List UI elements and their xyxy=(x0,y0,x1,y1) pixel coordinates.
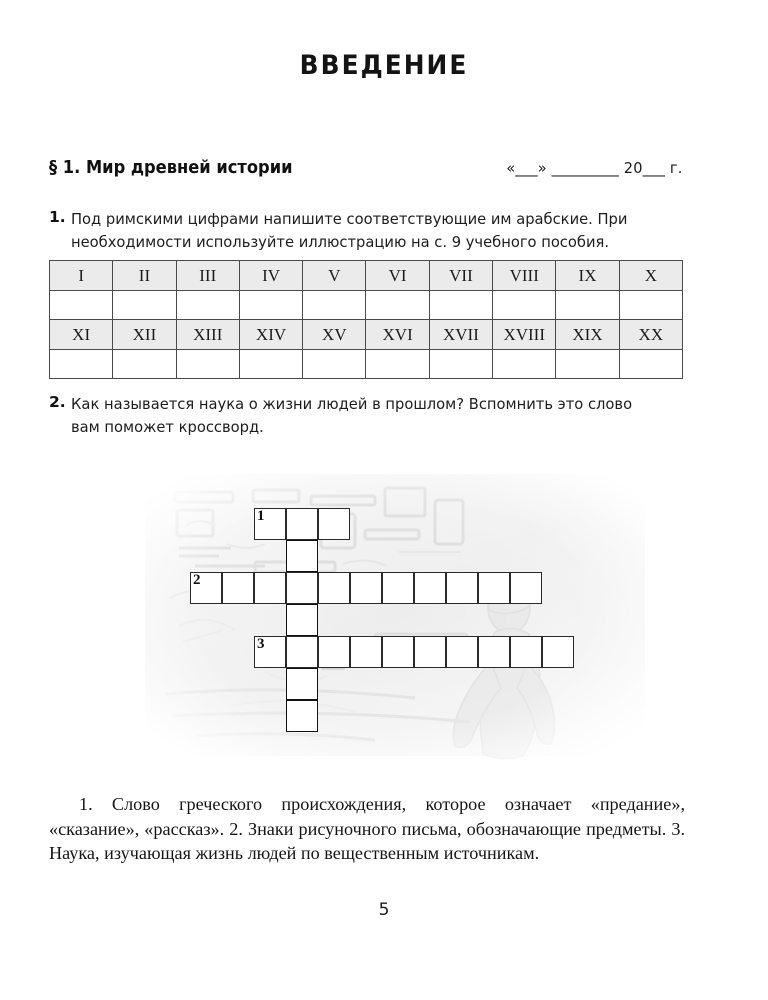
roman-numeral-cell: VIII xyxy=(493,261,556,291)
roman-numeral-cell: V xyxy=(303,261,366,291)
arabic-answer-cell[interactable] xyxy=(619,291,682,320)
arabic-answer-cell[interactable] xyxy=(239,291,302,320)
roman-header-row xyxy=(50,320,683,350)
crossword-cell[interactable] xyxy=(190,572,222,604)
roman-numeral-cell: IX xyxy=(556,261,619,291)
crossword-cell[interactable] xyxy=(382,572,414,604)
roman-answer-row xyxy=(50,350,683,379)
crossword-cell[interactable] xyxy=(350,636,382,668)
roman-numeral-cell: XI xyxy=(50,320,113,350)
arabic-answer-cell[interactable] xyxy=(113,350,176,379)
crossword-cell[interactable] xyxy=(446,572,478,604)
crossword-cell[interactable] xyxy=(286,540,318,572)
crossword-cell[interactable] xyxy=(254,636,286,668)
arabic-answer-cell[interactable] xyxy=(366,291,429,320)
crossword-cell[interactable] xyxy=(350,572,382,604)
roman-numeral-cell: XII xyxy=(113,320,176,350)
arabic-answer-cell[interactable] xyxy=(303,291,366,320)
crossword-clues: 1. Слово греческого происхождения, которое означает «предание», «сказание», «рассказ». 2. Знаки рисуночного письма, обозначающие предметы. 3. Наука, изучающая жизнь людей по вещественным источникам. xyxy=(49,794,685,864)
crossword-cell[interactable] xyxy=(414,636,446,668)
roman-header-row xyxy=(50,261,683,291)
arabic-answer-cell[interactable] xyxy=(556,291,619,320)
roman-numeral-cell: XIV xyxy=(239,320,302,350)
task-2-number: 2. xyxy=(49,393,66,411)
arabic-answer-cell[interactable] xyxy=(113,291,176,320)
roman-numeral-cell: I xyxy=(50,261,113,291)
crossword-cell[interactable] xyxy=(254,508,286,540)
crossword-cell[interactable] xyxy=(542,636,574,668)
roman-answer-row xyxy=(50,291,683,320)
crossword-clue-number: 1 xyxy=(257,508,265,524)
roman-numeral-cell: III xyxy=(176,261,239,291)
crossword-cell[interactable] xyxy=(382,636,414,668)
arabic-answer-cell[interactable] xyxy=(366,350,429,379)
arabic-answer-cell[interactable] xyxy=(239,350,302,379)
crossword-cell[interactable] xyxy=(510,572,542,604)
task-1 xyxy=(49,208,685,253)
arabic-answer-cell[interactable] xyxy=(176,291,239,320)
arabic-answer-cell[interactable] xyxy=(429,291,492,320)
crossword-cell[interactable] xyxy=(222,572,254,604)
task-1-number: 1. xyxy=(49,208,66,226)
crossword-cell[interactable] xyxy=(286,572,318,604)
crossword-cell[interactable] xyxy=(286,508,318,540)
crossword-cell[interactable] xyxy=(254,572,286,604)
arabic-answer-cell[interactable] xyxy=(50,350,113,379)
crossword-clue-number: 2 xyxy=(193,572,201,588)
crossword-cell[interactable] xyxy=(286,700,318,732)
task-2 xyxy=(49,393,685,438)
roman-numeral-cell: IV xyxy=(239,261,302,291)
page-number: 5 xyxy=(378,900,390,920)
roman-numeral-cell: XIX xyxy=(556,320,619,350)
crossword-cell[interactable] xyxy=(318,572,350,604)
crossword-cell[interactable] xyxy=(478,572,510,604)
roman-numeral-cell: XIII xyxy=(176,320,239,350)
roman-numeral-cell: X xyxy=(619,261,682,291)
crossword-cell[interactable] xyxy=(286,668,318,700)
roman-numerals-table xyxy=(49,260,683,379)
crossword-cell[interactable] xyxy=(478,636,510,668)
crossword-cell[interactable] xyxy=(318,508,350,540)
roman-numeral-cell: VII xyxy=(429,261,492,291)
crossword-cell[interactable] xyxy=(318,636,350,668)
arabic-answer-cell[interactable] xyxy=(50,291,113,320)
roman-numeral-cell: VI xyxy=(366,261,429,291)
arabic-answer-cell[interactable] xyxy=(493,291,556,320)
arabic-answer-cell[interactable] xyxy=(556,350,619,379)
arabic-answer-cell[interactable] xyxy=(619,350,682,379)
roman-numeral-cell: XVIII xyxy=(493,320,556,350)
crossword-block xyxy=(135,466,655,761)
roman-numeral-cell: XV xyxy=(303,320,366,350)
arabic-answer-cell[interactable] xyxy=(493,350,556,379)
arabic-answer-cell[interactable] xyxy=(176,350,239,379)
roman-numeral-cell: XVI xyxy=(366,320,429,350)
task-2-text: Как называется наука о жизни людей в прошлом? Вспомнить это слово вам поможет кроссворд. xyxy=(71,395,633,436)
arabic-answer-cell[interactable] xyxy=(429,350,492,379)
page-title: ВВЕДЕНИЕ xyxy=(299,50,469,81)
crossword-cell[interactable] xyxy=(414,572,446,604)
roman-numeral-cell: XVII xyxy=(429,320,492,350)
egyptian-relief-background-image xyxy=(135,466,655,761)
crossword-cell[interactable] xyxy=(286,636,318,668)
crossword-cell[interactable] xyxy=(286,604,318,636)
crossword-clue-number: 3 xyxy=(257,636,265,652)
task-1-text: Под римскими цифрами напишите соответствующие им арабские. При необходимости используйте иллюстрацию на с. 9 учебного пособия. xyxy=(71,210,628,251)
section-header-row xyxy=(49,158,683,178)
crossword-cell[interactable] xyxy=(510,636,542,668)
roman-numeral-cell: II xyxy=(113,261,176,291)
roman-numeral-cell: XX xyxy=(619,320,682,350)
date-fill-in-line[interactable]: «___» _________ 20___ г. xyxy=(506,159,683,177)
section-heading: § 1. Мир древней истории xyxy=(49,158,293,178)
arabic-answer-cell[interactable] xyxy=(303,350,366,379)
crossword-cell[interactable] xyxy=(446,636,478,668)
